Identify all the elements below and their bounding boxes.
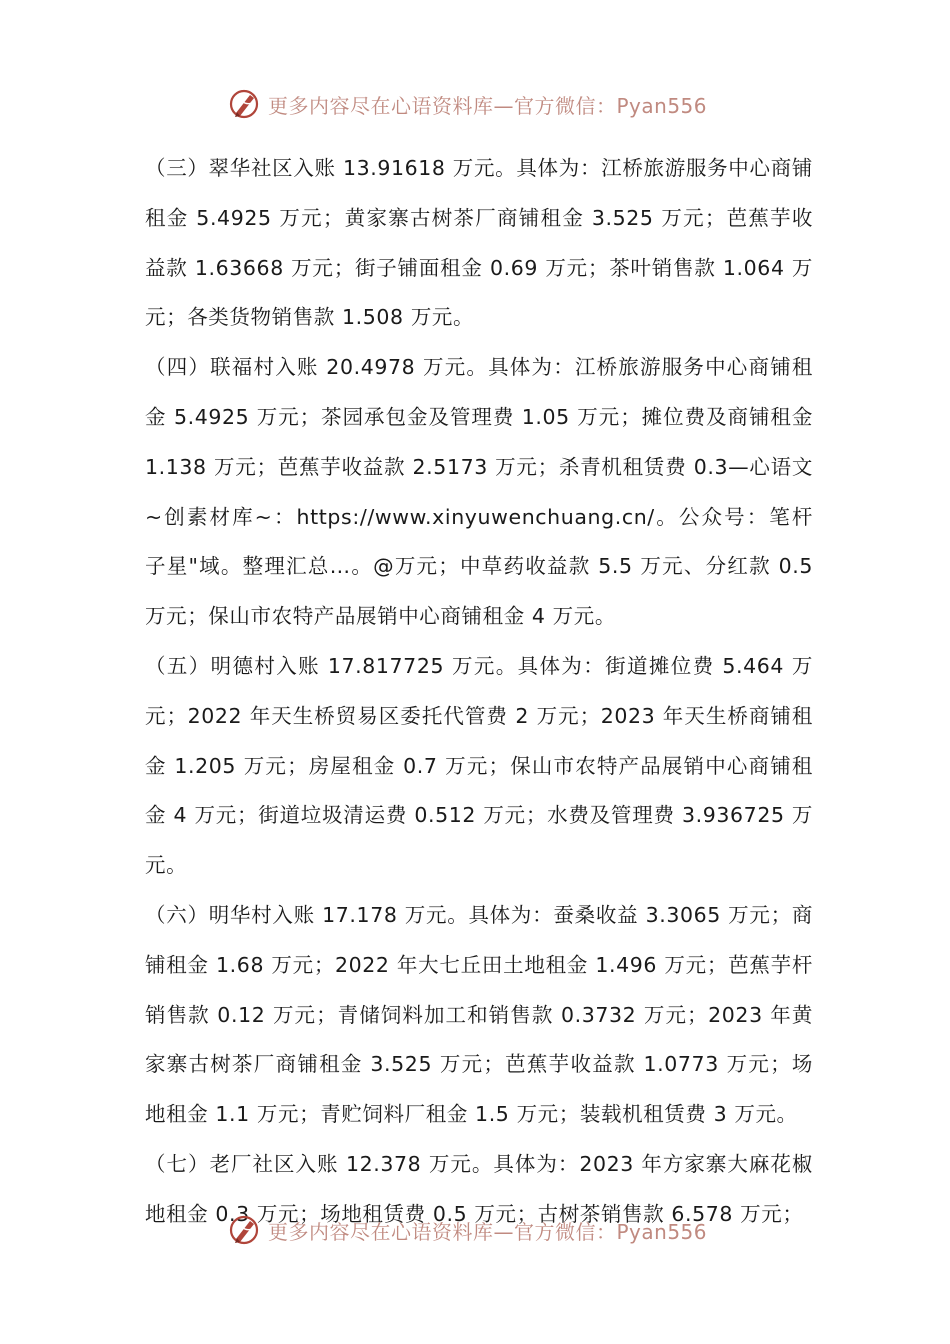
header-banner (228, 84, 707, 124)
paragraph-cuihua-community: （三）翠华社区入账 13.91618 万元。具体为：江桥旅游服务中心商铺租金 5.4925 万元；黄家寨古树茶厂商铺租金 3.525 万元；芭蕉芋收益款 1.63668 万元；街子铺面租金 0.69 万元；茶叶销售款 1.064 万元；各类货物销售款 1.508 万元。 (145, 156, 813, 330)
footer-banner-text: 更多内容尽在心语资料库—官方微信：Pyan556 (268, 1219, 708, 1244)
paragraph-lianfu-village: （四）联福村入账 20.4978 万元。具体为：江桥旅游服务中心商铺租金 5.4925 万元；茶园承包金及管理费 1.05 万元；摊位费及商铺租金 1.138 万元；芭蕉芋收益款 2.5173 万元；杀青机租赁费 0.3—心语文~创素材库~：https://www.xinyuwenchuang.cn/。公众号：笔杆子星"域。整理汇总…。@万元；中草药收益款 5.5 万元、分红款 0.5 万元；保山市农特产品展销中心商铺租金 4 万元。 (145, 355, 813, 629)
pen-seal-logo-icon (228, 87, 262, 121)
header-banner-text: 更多内容尽在心语资料库—官方微信：Pyan556 (268, 93, 708, 118)
paragraph-laochang-community: （七）老厂社区入账 12.378 万元。具体为：2023 年方家寨大麻花椒地租金 0.3 万元；场地租赁费 0.5 万元；古树茶销售款 6.578 万元； (145, 1151, 813, 1226)
pen-seal-logo-icon (228, 1213, 262, 1247)
document-body (145, 144, 813, 1240)
paragraph-mingde-village: （五）明德村入账 17.817725 万元。具体为：街道摊位费 5.464 万元；2022 年天生桥贸易区委托代管费 2 万元；2023 年天生桥商铺租金 1.205 万元；房屋租金 0.7 万元；保山市农特产品展销中心商铺租金 4 万元；街道垃圾清运费 0.512 万元；水费及管理费 3.936725 万元。 (145, 653, 813, 878)
footer-banner (228, 1210, 707, 1250)
paragraph-minghua-village: （六）明华村入账 17.178 万元。具体为：蚕桑收益 3.3065 万元；商铺租金 1.68 万元；2022 年大七丘田土地租金 1.496 万元；芭蕉芋杆销售款 0.12 万元；青储饲料加工和销售款 0.3732 万元；2023 年黄家寨古树茶厂商铺租金 3.525 万元；芭蕉芋收益款 1.0773 万元；场地租金 1.1 万元；青贮饲料厂租金 1.5 万元；装载机租赁费 3 万元。 (145, 902, 813, 1127)
